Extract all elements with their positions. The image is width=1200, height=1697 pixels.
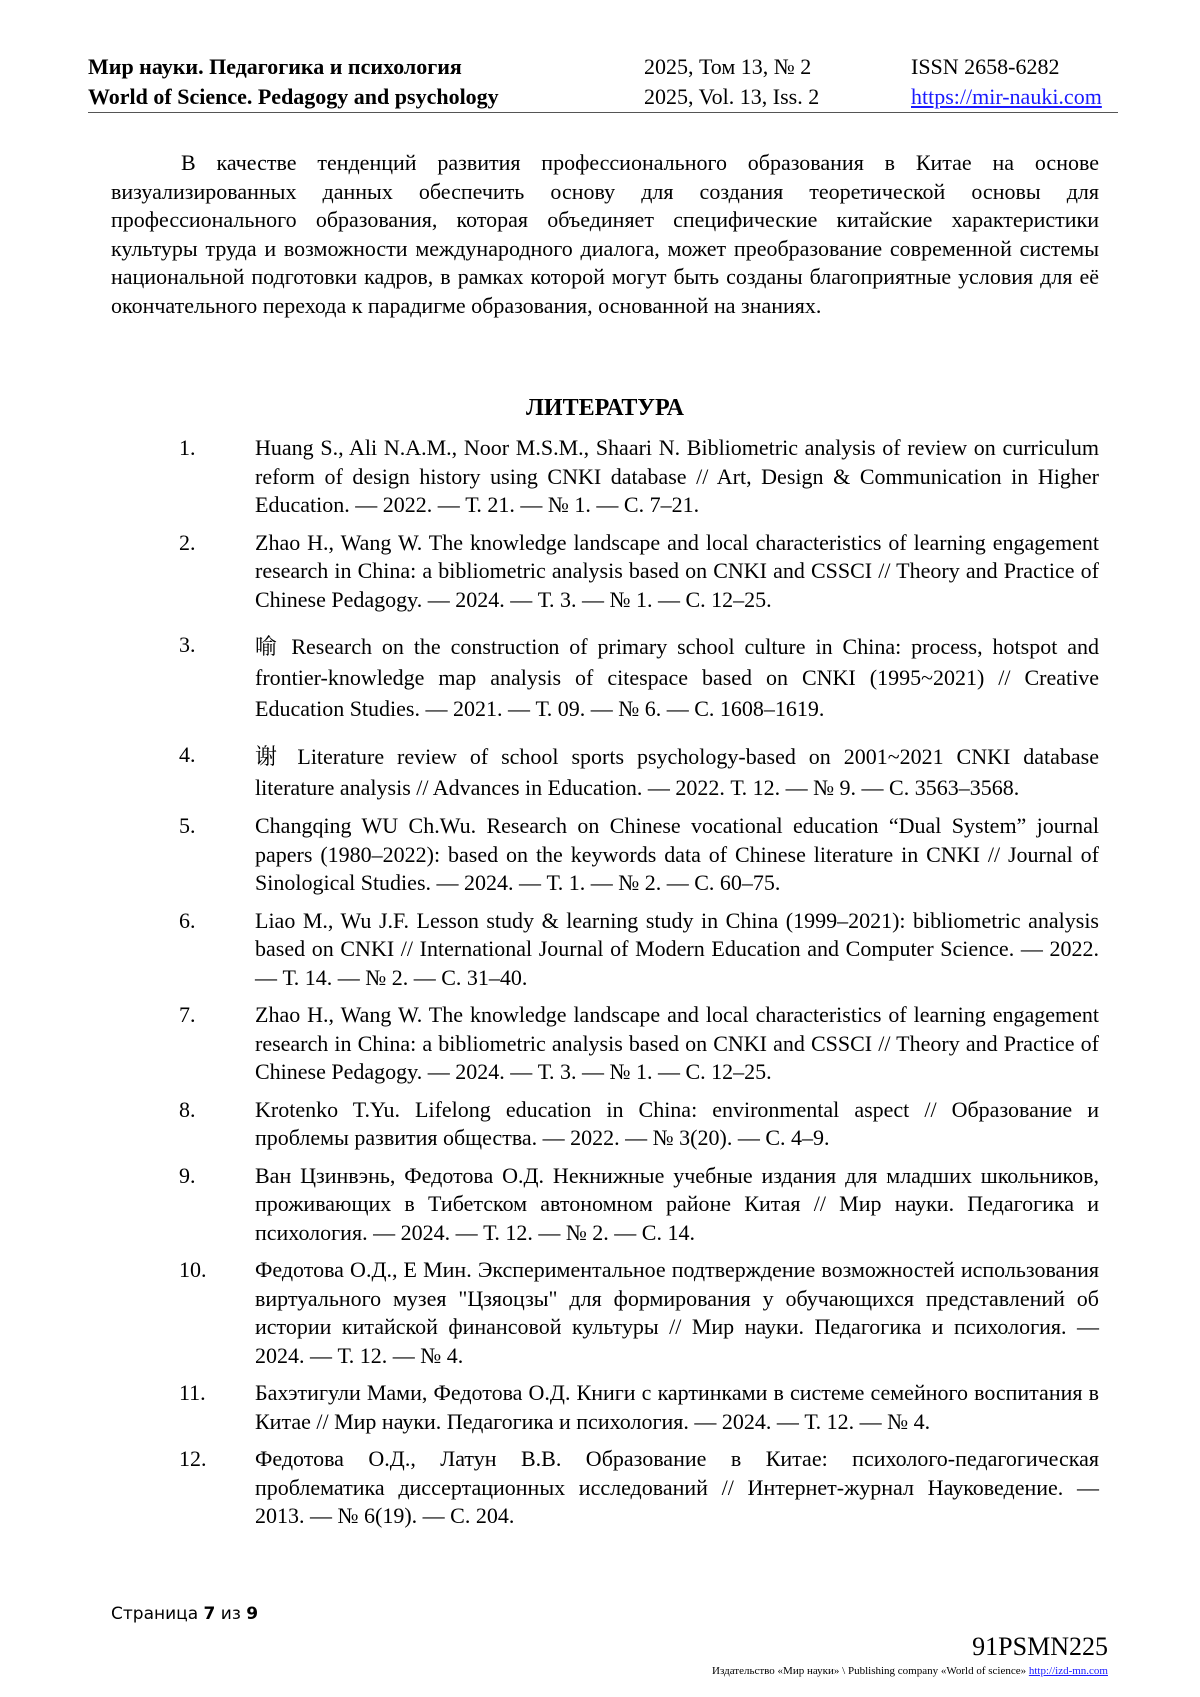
page-label: Страница — [111, 1604, 199, 1624]
journal-url-link[interactable]: https://mir-nauki.com — [911, 84, 1102, 109]
reference-item — [111, 907, 1099, 993]
references-heading: ЛИТЕРАТУРА — [526, 395, 684, 421]
reference-text: Бахэтигули Мами, Федотова О.Д. Книги с картинками в системе семейного воспитания в Китае // Мир науки. Педагогика и психология. — 2024. — Т. 12. — № 4. — [255, 1380, 1099, 1434]
page-number — [111, 1604, 258, 1624]
reference-text: Liao M., Wu J.F. Lesson study & learning study in China (1999–2021): bibliometric analysis based on CNKI // International Journal of Modern Education and Computer Science. — 2022. — Т. 14. — № 2. — С. 31–40. — [255, 907, 1099, 990]
reference-number: 4. — [179, 742, 196, 767]
header-divider — [88, 112, 1118, 113]
reference-item — [111, 812, 1099, 898]
reference-number: 2. — [179, 529, 196, 555]
reference-number: 1. — [179, 435, 196, 460]
reference-text: Huang S., Ali N.A.M., Noor M.S.M., Shaari N. Bibliometric analysis of review on curriculum reform of design history using CNKI database // Art, Design & Communication in Higher Education. — 2022. — Т. 21. — № 1. — С. 7–21. — [255, 435, 1099, 517]
journal-title-en: World of Science. Pedagogy and psychology — [88, 84, 499, 109]
reference-text: Krotenko T.Yu. Lifelong education in China: environmental aspect // Образование и проблемы развития общества. — 2022. — № 3(20). — С. 4–9. — [255, 1096, 1099, 1150]
page-total: 9 — [246, 1604, 259, 1624]
reference-text: 谢 Literature review of school sports psychology-based on 2001~2021 CNKI database literature analysis // Advances in Education. — 2022. Т. 12. — № 9. — С. 3563–3568. — [255, 744, 1099, 800]
journal-title-ru: Мир науки. Педагогика и психология — [88, 54, 462, 79]
reference-number: 5. — [179, 813, 196, 838]
reference-number: 11. — [179, 1380, 206, 1405]
reference-item — [111, 1096, 1099, 1153]
reference-number: 8. — [179, 1096, 196, 1122]
reference-text: Zhao H., Wang W. The knowledge landscape and local characteristics of learning engagement research in China: a bibliometric analysis based on CNKI and CSSCI // Theory and Practice of Chinese Pedagogy. — 2024. — Т. 3. — № 1. — С. 12–25. — [255, 1002, 1099, 1084]
reference-text: Changqing WU Ch.Wu. Research on Chinese vocational education “Dual System” journal papers (1980–2022): based on the keywords data of Chinese literature in CNKI // Journal of Sinological Studies. — 2024. — Т. 1. — № 2. — С. 60–75. — [255, 813, 1099, 895]
issue-ru: 2025, Том 13, № 2 — [644, 54, 812, 79]
reference-number: 12. — [179, 1446, 207, 1471]
publisher-text: Издательство «Мир науки» \ Publishing company «World of science» — [712, 1665, 1027, 1677]
references-list — [111, 434, 1099, 1540]
reference-number: 6. — [179, 907, 196, 933]
reference-item — [111, 1256, 1099, 1370]
issue-en: 2025, Vol. 13, Iss. 2 — [644, 84, 820, 109]
reference-text: 喻 Research on the construction of primary school culture in China: process, hotspot and frontier-knowledge map analysis of citespace based on CNKI (1995~2021) // Creative Education Studies. — 2021. — Т. 09. — № 6. — С. 1608–1619. — [255, 634, 1099, 721]
journal-header — [88, 52, 1118, 112]
reference-item — [111, 1162, 1099, 1248]
reference-number: 9. — [179, 1162, 196, 1188]
reference-number: 3. — [179, 632, 196, 657]
reference-item — [111, 1379, 1099, 1436]
reference-text: Zhao H., Wang W. The knowledge landscape and local characteristics of learning engagement research in China: a bibliometric analysis based on CNKI and CSSCI // Theory and Practice of Chinese Pedagogy. — 2024. — Т. 3. — № 1. — С. 12–25. — [255, 529, 1099, 612]
intro-paragraph: В качестве тенденций развития профессионального образования в Китае на основе визуализированных данных обеспечить основу для создания теоретической основы для профессионального образования, которая объединяет специфические китайские характеристики культуры труда и возможности международного диалога, может преобразование современной системы национальной подготовки кадров, в рамках которой могут быть созданы благоприятные условия для её окончательного перехода к парадигме образования, основанной на знаниях. — [111, 150, 1099, 318]
reference-number: 10. — [179, 1257, 207, 1282]
reference-item — [111, 1445, 1099, 1531]
page-of: из — [220, 1604, 241, 1624]
article-code: 91PSMN225 — [972, 1632, 1108, 1661]
reference-text: Федотова О.Д., Латун В.В. Образование в Китае: психолого-педагогическая проблематика диссертационных исследований // Интернет-журнал Науковедение. — 2013. — № 6(19). — С. 204. — [255, 1446, 1099, 1528]
reference-item — [111, 529, 1099, 615]
reference-text: Ван Цзинвэнь, Федотова О.Д. Некнижные учебные издания для младших школьников, проживающих в Тибетском автономном районе Китая // Мир науки. Педагогика и психология. — 2024. — Т. 12. — № 2. — С. 14. — [255, 1162, 1099, 1245]
reference-item — [111, 741, 1099, 803]
reference-text: Федотова О.Д., Е Мин. Экспериментальное подтверждение возможностей использования виртуального музея "Цзяоцзы" для формирования у обучающихся представлений об истории китайской финансовой культуры // Мир науки. Педагогика и психология. — 2024. — Т. 12. — № 4. — [255, 1257, 1099, 1368]
reference-item — [111, 434, 1099, 520]
page-current: 7 — [203, 1604, 216, 1624]
reference-item — [111, 631, 1099, 724]
reference-number: 7. — [179, 1002, 196, 1027]
reference-item — [111, 1001, 1099, 1087]
publisher-link[interactable]: http://izd-mn.com — [1028, 1665, 1108, 1677]
issn: ISSN 2658-6282 — [911, 54, 1060, 79]
publisher-line — [712, 1664, 1108, 1678]
